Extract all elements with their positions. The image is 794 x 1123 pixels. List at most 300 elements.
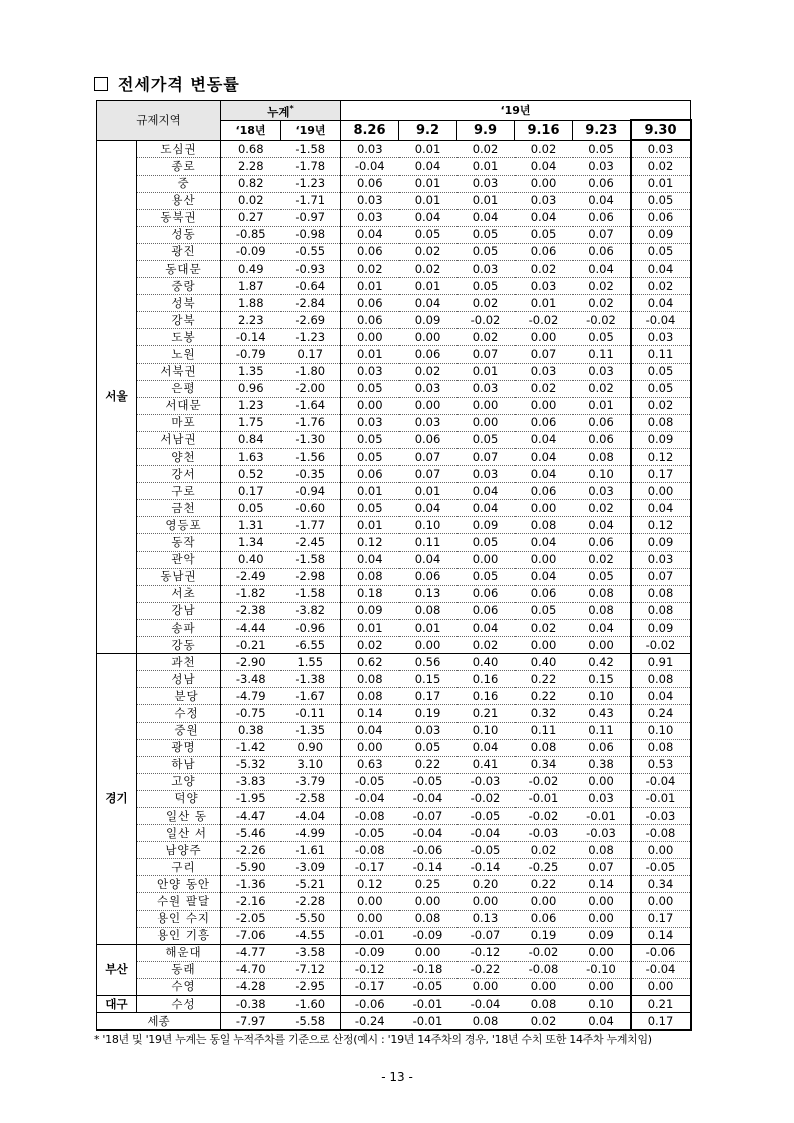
rate-cell: 0.06 (341, 175, 399, 192)
rate-cell: -0.06 (341, 996, 399, 1013)
rate-cell: 0.06 (515, 910, 573, 927)
rate-cell: 0.11 (399, 534, 457, 551)
rate-cell: 0.27 (221, 209, 281, 226)
rate-cell: -0.05 (631, 859, 691, 876)
rate-cell: 0.00 (515, 893, 573, 910)
rate-cell: 0.90 (281, 739, 341, 756)
district-name: 서남권 (137, 431, 221, 448)
district-name: 구리 (137, 859, 221, 876)
rate-cell: 0.01 (399, 175, 457, 192)
table-row (97, 893, 691, 910)
rate-cell: 0.06 (341, 243, 399, 260)
district-name: 용산 (137, 192, 221, 209)
rate-cell: -0.94 (281, 483, 341, 500)
rate-cell: 0.38 (573, 756, 631, 773)
rate-cell: 0.06 (341, 295, 399, 312)
rate-cell: -0.05 (399, 773, 457, 790)
district-name: 해운대 (137, 944, 221, 961)
rate-cell: 0.03 (573, 790, 631, 807)
rate-cell: 0.04 (515, 209, 573, 226)
rate-cell: 0.06 (631, 209, 691, 226)
rate-cell: -2.49 (221, 568, 281, 585)
rate-cell: -0.01 (399, 1013, 457, 1031)
rate-cell: 1.88 (221, 295, 281, 312)
table-row (97, 380, 691, 397)
rate-cell: 0.00 (515, 500, 573, 517)
district-name: 구로 (137, 483, 221, 500)
jeonse-price-table (96, 100, 692, 1031)
rate-cell: 0.03 (341, 192, 399, 209)
table-row (97, 859, 691, 876)
district-name: 서초 (137, 585, 221, 602)
rate-cell: -0.05 (457, 842, 515, 859)
rate-cell: 0.02 (515, 1013, 573, 1031)
rate-cell: 0.04 (457, 209, 515, 226)
rate-cell: 0.01 (573, 397, 631, 414)
rate-cell: 0.04 (573, 619, 631, 636)
rate-cell: 0.03 (457, 260, 515, 277)
rate-cell: -0.02 (515, 773, 573, 790)
rate-cell: 1.87 (221, 278, 281, 295)
rate-cell: -0.14 (221, 329, 281, 346)
rate-cell: 0.03 (399, 414, 457, 431)
table-row (97, 209, 691, 226)
rate-cell: -4.55 (281, 927, 341, 944)
rate-cell: 0.05 (631, 363, 691, 380)
rate-cell: 0.05 (457, 226, 515, 243)
rate-cell: -0.35 (281, 466, 341, 483)
rate-cell: 0.03 (515, 192, 573, 209)
rate-cell: 0.00 (573, 910, 631, 927)
rate-cell: 0.10 (573, 466, 631, 483)
rate-cell: -0.38 (221, 996, 281, 1013)
rate-cell: -1.64 (281, 397, 341, 414)
table-row (97, 671, 691, 688)
rate-cell: 0.00 (457, 397, 515, 414)
rate-cell: 0.05 (573, 140, 631, 158)
rate-cell: -0.06 (631, 944, 691, 961)
rate-cell: 1.63 (221, 449, 281, 466)
rate-cell: 0.09 (631, 226, 691, 243)
rate-cell: -2.28 (281, 893, 341, 910)
district-name: 중랑 (137, 278, 221, 295)
table-row (97, 414, 691, 431)
table-row (97, 278, 691, 295)
rate-cell: 0.34 (515, 756, 573, 773)
rate-cell: 0.01 (515, 295, 573, 312)
rate-cell: -1.42 (221, 739, 281, 756)
rate-cell: 0.01 (457, 158, 515, 175)
rate-cell: 0.22 (399, 756, 457, 773)
header-date: 9.23 (573, 120, 631, 140)
rate-cell: 0.10 (573, 996, 631, 1013)
rate-cell: 0.16 (457, 688, 515, 705)
district-name: 고양 (137, 773, 221, 790)
rate-cell: 0.05 (341, 449, 399, 466)
rate-cell: -0.25 (515, 859, 573, 876)
rate-cell: 0.62 (341, 654, 399, 671)
rate-cell: 0.04 (457, 739, 515, 756)
rate-cell: 0.00 (573, 773, 631, 790)
rate-cell: 0.09 (399, 312, 457, 329)
header-date: 9.9 (457, 120, 515, 140)
rate-cell: 0.43 (573, 705, 631, 722)
rate-cell: 0.04 (515, 449, 573, 466)
rate-cell: 0.08 (515, 739, 573, 756)
rate-cell: 0.01 (399, 619, 457, 636)
district-name: 일산 서 (137, 825, 221, 842)
rate-cell: 0.24 (631, 705, 691, 722)
district-name: 강북 (137, 312, 221, 329)
rate-cell: 0.07 (573, 226, 631, 243)
page-number: - 13 - (381, 1070, 413, 1084)
table-row (97, 568, 691, 585)
rate-cell: 0.03 (399, 722, 457, 739)
region-label: 경기 (97, 654, 137, 945)
rate-cell: 0.00 (515, 978, 573, 995)
table-row (97, 978, 691, 995)
district-name: 남양주 (137, 842, 221, 859)
rate-cell: -3.82 (281, 602, 341, 619)
checkbox-square-icon (94, 77, 108, 91)
rate-cell: 0.04 (399, 295, 457, 312)
rate-cell: -2.26 (221, 842, 281, 859)
rate-cell: -4.04 (281, 807, 341, 824)
rate-cell: 0.53 (631, 756, 691, 773)
header-date: 9.30 (631, 120, 691, 140)
rate-cell: 0.42 (573, 654, 631, 671)
rate-cell: 0.08 (573, 449, 631, 466)
rate-cell: -0.97 (281, 209, 341, 226)
rate-cell: 0.22 (515, 688, 573, 705)
rate-cell: 0.03 (341, 209, 399, 226)
rate-cell: -2.84 (281, 295, 341, 312)
rate-cell: -1.23 (281, 175, 341, 192)
rate-cell: -0.05 (457, 807, 515, 824)
rate-cell: 0.32 (515, 705, 573, 722)
rate-cell: -0.06 (399, 842, 457, 859)
table-row (97, 312, 691, 329)
rate-cell: 0.00 (515, 397, 573, 414)
rate-cell: 0.02 (341, 637, 399, 654)
rate-cell: 0.06 (573, 243, 631, 260)
rate-cell: 0.09 (457, 517, 515, 534)
rate-cell: 0.03 (515, 363, 573, 380)
rate-cell: 0.00 (341, 397, 399, 414)
rate-cell: 0.11 (573, 346, 631, 363)
district-name: 동래 (137, 961, 221, 978)
rate-cell: -1.56 (281, 449, 341, 466)
rate-cell: -0.01 (573, 807, 631, 824)
table-row (97, 790, 691, 807)
rate-cell: -3.09 (281, 859, 341, 876)
rate-cell: 0.02 (515, 380, 573, 397)
rate-cell: 0.01 (341, 517, 399, 534)
rate-cell: -0.02 (457, 312, 515, 329)
rate-cell: -4.77 (221, 944, 281, 961)
rate-cell: -1.35 (281, 722, 341, 739)
section-title (94, 72, 240, 95)
header-cum-2018: ‘18년 (221, 120, 281, 140)
rate-cell: 2.23 (221, 312, 281, 329)
rate-cell: 0.07 (457, 449, 515, 466)
table-row (97, 243, 691, 260)
rate-cell: 0.82 (221, 175, 281, 192)
rate-cell: -0.93 (281, 260, 341, 277)
rate-cell: 0.01 (399, 192, 457, 209)
district-name: 덕양 (137, 790, 221, 807)
rate-cell: -2.69 (281, 312, 341, 329)
rate-cell: 0.00 (399, 944, 457, 961)
district-name: 송파 (137, 619, 221, 636)
rate-cell: 0.09 (631, 534, 691, 551)
district-name: 수정 (137, 705, 221, 722)
header-year: ‘19년 (341, 101, 691, 121)
district-name: 금천 (137, 500, 221, 517)
rate-cell: -0.08 (341, 807, 399, 824)
rate-cell: 0.04 (399, 158, 457, 175)
rate-cell: 0.06 (515, 243, 573, 260)
rate-cell: -2.98 (281, 568, 341, 585)
rate-cell: 0.15 (573, 671, 631, 688)
rate-cell: 0.56 (399, 654, 457, 671)
district-name: 광명 (137, 739, 221, 756)
rate-cell: -0.02 (515, 312, 573, 329)
district-name: 분당 (137, 688, 221, 705)
rate-cell: 0.18 (341, 585, 399, 602)
rate-cell: 0.02 (573, 500, 631, 517)
rate-cell: -0.24 (341, 1013, 399, 1031)
district-name: 중원 (137, 722, 221, 739)
rate-cell: 0.49 (221, 260, 281, 277)
rate-cell: -2.38 (221, 602, 281, 619)
rate-cell: -0.08 (631, 825, 691, 842)
table-row (97, 705, 691, 722)
rate-cell: 0.04 (341, 722, 399, 739)
rate-cell: -7.06 (221, 927, 281, 944)
rate-cell: 0.05 (457, 534, 515, 551)
table-row (97, 449, 691, 466)
rate-cell: 0.04 (515, 534, 573, 551)
rate-cell: 0.01 (457, 363, 515, 380)
rate-cell: -0.85 (221, 226, 281, 243)
rate-cell: -2.90 (221, 654, 281, 671)
header-date: 8.26 (341, 120, 399, 140)
rate-cell: 0.05 (631, 192, 691, 209)
district-name: 수원 팔달 (137, 893, 221, 910)
rate-cell: 0.08 (341, 688, 399, 705)
rate-cell: 0.05 (457, 243, 515, 260)
rate-cell: 0.03 (631, 140, 691, 158)
rate-cell: 3.10 (281, 756, 341, 773)
rate-cell: 0.00 (457, 414, 515, 431)
rate-cell: 0.06 (341, 312, 399, 329)
rate-cell: -0.14 (457, 859, 515, 876)
rate-cell: -5.90 (221, 859, 281, 876)
rate-cell: 1.34 (221, 534, 281, 551)
rate-cell: 0.05 (457, 278, 515, 295)
rate-cell: -2.16 (221, 893, 281, 910)
rate-cell: -1.82 (221, 585, 281, 602)
rate-cell: 0.01 (341, 619, 399, 636)
district-name: 강동 (137, 637, 221, 654)
table-row (97, 773, 691, 790)
rate-cell: 0.00 (399, 397, 457, 414)
rate-cell: -0.03 (631, 807, 691, 824)
rate-cell: 0.10 (399, 517, 457, 534)
table-row (97, 910, 691, 927)
rate-cell: -5.50 (281, 910, 341, 927)
rate-cell: 0.02 (573, 380, 631, 397)
rate-cell: 1.35 (221, 363, 281, 380)
rate-cell: 0.04 (515, 431, 573, 448)
district-name: 하남 (137, 756, 221, 773)
rate-cell: 1.31 (221, 517, 281, 534)
rate-cell: 0.02 (457, 140, 515, 158)
rate-cell: 0.06 (341, 466, 399, 483)
header-cum-2019: ‘19년 (281, 120, 341, 140)
rate-cell: -0.05 (399, 978, 457, 995)
rate-cell: -1.23 (281, 329, 341, 346)
rate-cell: 0.05 (457, 431, 515, 448)
rate-cell: 0.01 (457, 192, 515, 209)
rate-cell: -5.58 (281, 1013, 341, 1031)
rate-cell: 0.16 (457, 671, 515, 688)
rate-cell: -0.07 (457, 927, 515, 944)
rate-cell: -3.83 (221, 773, 281, 790)
rate-cell: -4.99 (281, 825, 341, 842)
table-row (97, 602, 691, 619)
rate-cell: -0.14 (399, 859, 457, 876)
rate-cell: 0.02 (457, 637, 515, 654)
rate-cell: 0.02 (631, 397, 691, 414)
rate-cell: 0.09 (631, 431, 691, 448)
rate-cell: 0.06 (573, 414, 631, 431)
rate-cell: 0.05 (221, 500, 281, 517)
rate-cell: 0.07 (631, 568, 691, 585)
rate-cell: -0.96 (281, 619, 341, 636)
rate-cell: 0.63 (341, 756, 399, 773)
rate-cell: -0.04 (341, 158, 399, 175)
rate-cell: 0.03 (341, 414, 399, 431)
rate-cell: 0.52 (221, 466, 281, 483)
rate-cell: 0.08 (631, 414, 691, 431)
rate-cell: 0.20 (457, 876, 515, 893)
rate-cell: 0.06 (573, 534, 631, 551)
footnote: * '18년 및 '19년 누계는 동일 누적주차를 기준으로 산정(예시 : '19년 14주차의 경우, '18년 수치 또한 14주차 누계치임) (94, 1033, 652, 1046)
table-row (97, 585, 691, 602)
rate-cell: 0.00 (341, 739, 399, 756)
table-row (97, 295, 691, 312)
district-name: 용인 수지 (137, 910, 221, 927)
district-name: 과천 (137, 654, 221, 671)
rate-cell: -3.48 (221, 671, 281, 688)
rate-cell: 2.28 (221, 158, 281, 175)
rate-cell: -3.79 (281, 773, 341, 790)
rate-cell: -1.61 (281, 842, 341, 859)
district-name: 세종 (97, 1013, 221, 1031)
table-row (97, 739, 691, 756)
table-row (97, 688, 691, 705)
table-row (97, 500, 691, 517)
rate-cell: -0.79 (221, 346, 281, 363)
rate-cell: 0.04 (457, 483, 515, 500)
rate-cell: -0.64 (281, 278, 341, 295)
table-row (97, 517, 691, 534)
rate-cell: -7.12 (281, 961, 341, 978)
rate-cell: 0.01 (399, 483, 457, 500)
rate-cell: -0.18 (399, 961, 457, 978)
table-row (97, 756, 691, 773)
rate-cell: 0.08 (573, 585, 631, 602)
rate-cell: 0.40 (515, 654, 573, 671)
rate-cell: -0.09 (221, 243, 281, 260)
header-date: 9.16 (515, 120, 573, 140)
table-row (97, 140, 691, 158)
rate-cell: 0.00 (631, 842, 691, 859)
rate-cell: 0.02 (573, 551, 631, 568)
rate-cell: 0.40 (457, 654, 515, 671)
rate-cell: 1.23 (221, 397, 281, 414)
rate-cell: 0.00 (457, 978, 515, 995)
rate-cell: -0.22 (457, 961, 515, 978)
rate-cell: -1.77 (281, 517, 341, 534)
rate-cell: -1.80 (281, 363, 341, 380)
table-row (97, 876, 691, 893)
rate-cell: 0.02 (515, 619, 573, 636)
district-name: 도심권 (137, 140, 221, 158)
rate-cell: 0.00 (341, 910, 399, 927)
rate-cell: 0.06 (573, 209, 631, 226)
rate-cell: 1.55 (281, 654, 341, 671)
rate-cell: 0.04 (399, 209, 457, 226)
table-row (97, 654, 691, 671)
rate-cell: 0.02 (221, 192, 281, 209)
rate-cell: 0.10 (573, 688, 631, 705)
table-row (97, 483, 691, 500)
district-name: 동대문 (137, 260, 221, 277)
table-row (97, 807, 691, 824)
rate-cell: 0.05 (399, 739, 457, 756)
rate-cell: -1.30 (281, 431, 341, 448)
header-cumulative: 누계* (221, 101, 341, 121)
rate-cell: -0.08 (515, 961, 573, 978)
rate-cell: 0.02 (341, 260, 399, 277)
table-row (97, 637, 691, 654)
rate-cell: 0.03 (341, 363, 399, 380)
rate-cell: 0.14 (573, 876, 631, 893)
rate-cell: 0.41 (457, 756, 515, 773)
rate-cell: 0.03 (631, 329, 691, 346)
rate-cell: 0.06 (515, 414, 573, 431)
rate-cell: 0.05 (631, 380, 691, 397)
rate-cell: 0.02 (515, 140, 573, 158)
rate-cell: 0.00 (631, 978, 691, 995)
district-name: 은평 (137, 380, 221, 397)
district-name: 동남권 (137, 568, 221, 585)
rate-cell: 0.06 (573, 431, 631, 448)
rate-cell: -2.58 (281, 790, 341, 807)
rate-cell: -5.32 (221, 756, 281, 773)
rate-cell: 0.00 (631, 483, 691, 500)
rate-cell: 0.00 (399, 637, 457, 654)
table-row (97, 397, 691, 414)
district-name: 수영 (137, 978, 221, 995)
rate-cell: 0.03 (573, 363, 631, 380)
rate-cell: 0.04 (631, 688, 691, 705)
rate-cell: 0.04 (341, 226, 399, 243)
rate-cell: -0.04 (631, 312, 691, 329)
